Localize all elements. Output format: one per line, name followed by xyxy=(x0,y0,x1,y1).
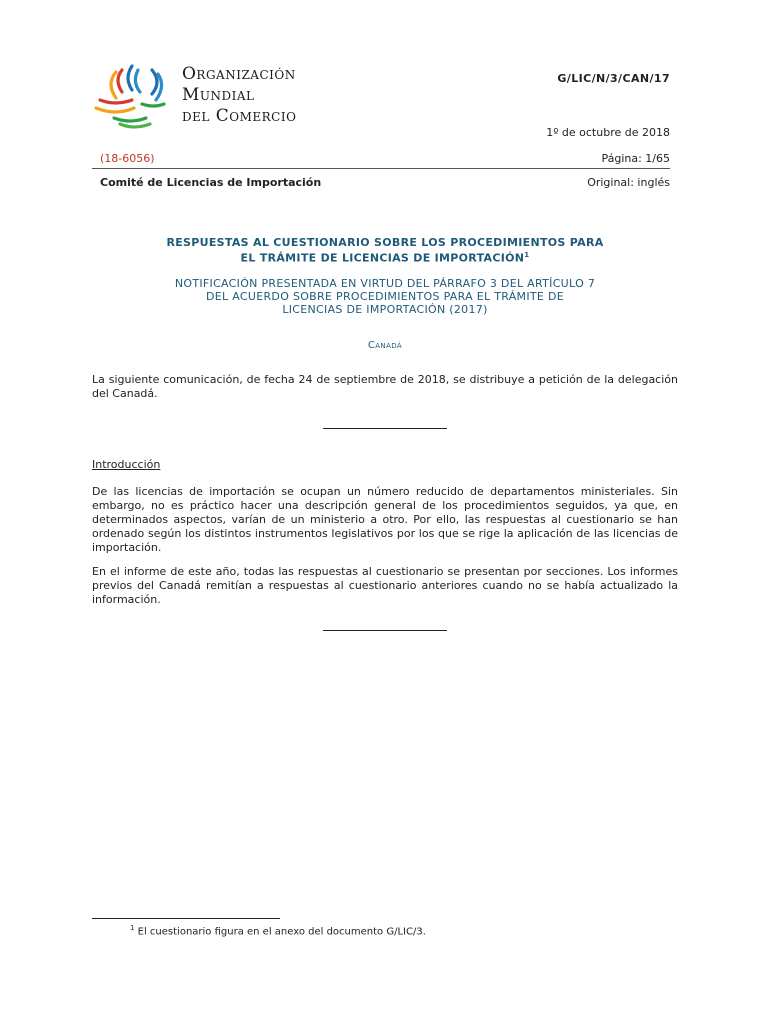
org-name-line2: Mundial xyxy=(182,85,255,105)
committee-name: Comité de Licencias de Importación xyxy=(100,176,322,189)
footnote xyxy=(130,924,426,937)
title-footnote-marker[interactable]: 1 xyxy=(524,251,530,259)
header-divider xyxy=(92,168,670,169)
section-separator xyxy=(323,428,447,429)
organization-name xyxy=(182,64,296,127)
body-paragraph-1: De las licencias de importación se ocupan un número reducido de departamentos ministeriales. Sin embargo, no es práctico hacer una descripción general de los procedimientos seguidos, ya que, en determinados aspectos, varían de un ministerio a otro. Por ello, las respuestas al cuestionario se han ordenado según los distintos instrumentos legislativos por los que se rige la aplicación de las licencias de importación. xyxy=(92,485,678,554)
reference-number: (18-6056) xyxy=(100,152,155,165)
section-separator-end xyxy=(323,630,447,631)
footnote-text: El cuestionario figura en el anexo del documento G/LIC/3. xyxy=(137,926,426,938)
subtitle-line1: NOTIFICACIÓN PRESENTADA EN VIRTUD DEL PÁRRAFO 3 DEL ARTÍCULO 7 xyxy=(174,277,596,290)
org-name-line3: del Comercio xyxy=(182,106,297,126)
document-title xyxy=(120,236,650,265)
intro-paragraph: La siguiente comunicación, de fecha 24 de septiembre de 2018, se distribuye a petición de la delegación del Canadá. xyxy=(92,373,678,400)
title-line2 xyxy=(120,249,650,265)
document-subtitle xyxy=(120,277,650,316)
title-line1: RESPUESTAS AL CUESTIONARIO SOBRE LOS PROCEDIMIENTOS PARA xyxy=(166,236,604,249)
org-name-line1: Organización xyxy=(182,64,296,84)
country-heading: Canadá xyxy=(367,340,403,351)
introduction-heading: Introducción xyxy=(92,458,161,471)
page-number: Página: 1/65 xyxy=(601,152,670,165)
title-line2-text: EL TRÁMITE DE LICENCIAS DE IMPORTACIÓN xyxy=(240,251,525,265)
footnote-marker: 1 xyxy=(130,924,135,932)
subtitle-line2: DEL ACUERDO SOBRE PROCEDIMIENTOS PARA EL TRÁMITE DE xyxy=(206,290,564,303)
footnote-divider xyxy=(92,918,280,919)
wto-logo-icon xyxy=(92,60,172,130)
document-symbol: G/LIC/N/3/CAN/17 xyxy=(557,72,670,85)
body-paragraph-2: En el informe de este año, todas las respuestas al cuestionario se presentan por secciones. Los informes previos del Canadá remitían a respuestas al cuestionario anteriores cuando no se había actualizado la información. xyxy=(92,565,678,606)
original-language: Original: inglés xyxy=(587,176,670,189)
document-date: 1º de octubre de 2018 xyxy=(546,126,670,139)
subtitle-line3: LICENCIAS DE IMPORTACIÓN (2017) xyxy=(282,303,488,316)
